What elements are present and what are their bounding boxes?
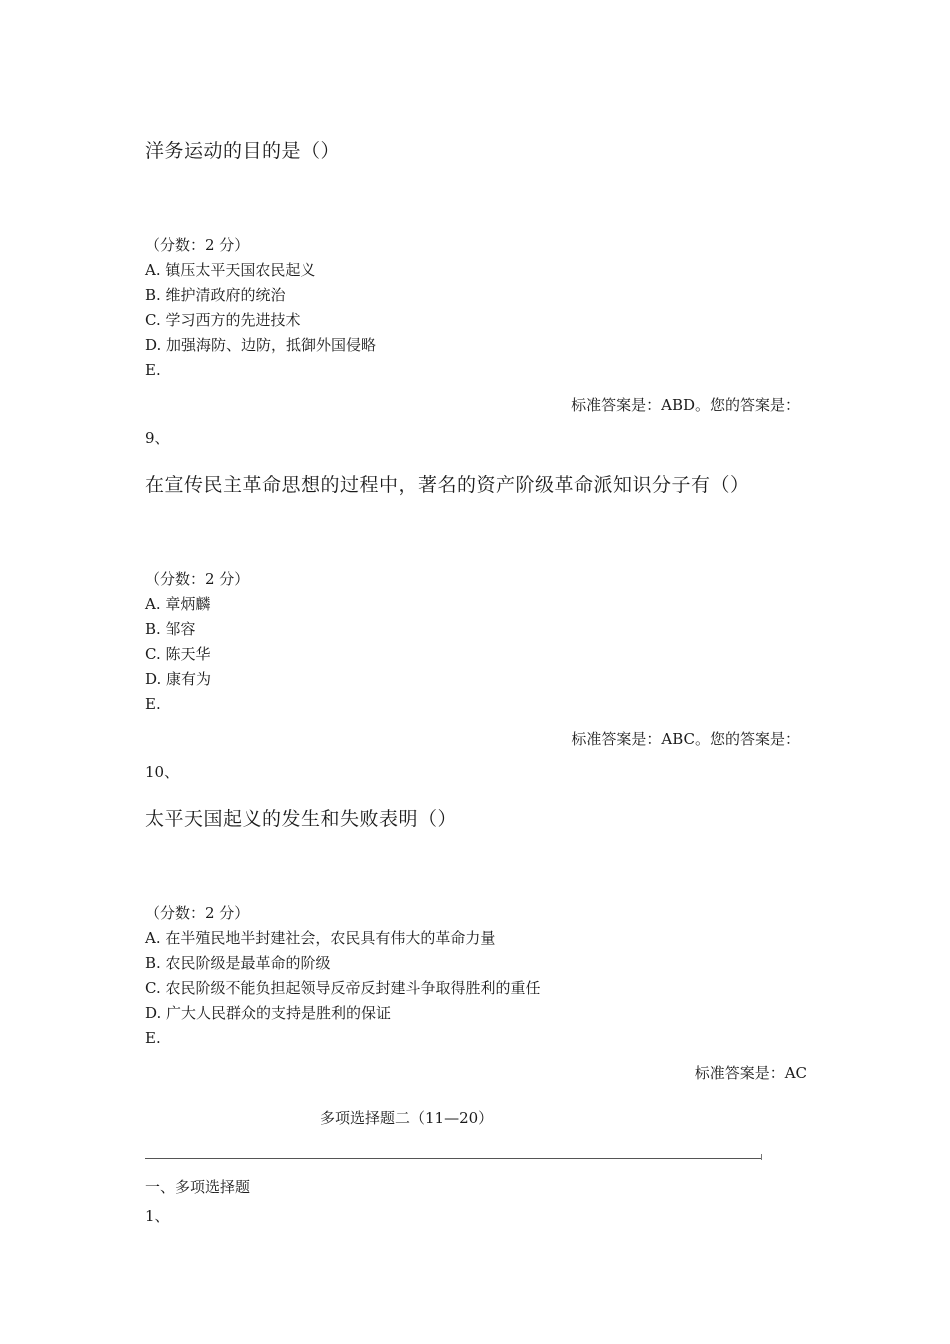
option-e: E. [145,361,161,379]
option-d: D. 康有为 [145,670,212,688]
option-a: A. 镇压太平天国农民起义 [145,261,316,279]
option-c: C. 农民阶级不能负担起领导反帝反封建斗争取得胜利的重任 [145,979,541,997]
option-d: D. 加强海防、边防，抵御外国侵略 [145,336,377,354]
question-title: 在宣传民主革命思想的过程中，著名的资产阶级革命派知识分子有（） [145,474,750,496]
option-d: D. 广大人民群众的支持是胜利的保证 [145,1004,392,1022]
question-score: （分数：2 分） [145,570,250,588]
option-b: B. 维护清政府的统治 [145,286,286,304]
option-b: B. 邹容 [145,620,196,638]
option-c: C. 学习西方的先进技术 [145,311,301,329]
question-title: 洋务运动的目的是（） [145,140,341,162]
divider-end-mark [761,1154,762,1160]
question-score: （分数：2 分） [145,904,250,922]
option-b: B. 农民阶级是最革命的阶级 [145,954,331,972]
option-e: E. [145,695,161,713]
question-number: 10、 [145,763,180,781]
option-e: E. [145,1029,161,1047]
question-number: 1、 [145,1207,170,1225]
question-score: （分数：2 分） [145,236,250,254]
standard-answer: 标准答案是：ABC。您的答案是： [571,730,800,748]
option-a: A. 在半殖民地半封建社会，农民具有伟大的革命力量 [145,929,496,947]
standard-answer: 标准答案是：ABD。您的答案是： [571,396,800,414]
section-heading: 多项选择题二（11—20） [320,1109,494,1127]
section-part-title: 一、多项选择题 [145,1178,251,1196]
option-c: C. 陈天华 [145,645,211,663]
question-title: 太平天国起义的发生和失败表明（） [145,808,458,830]
standard-answer: 标准答案是：AC [694,1064,807,1082]
option-a: A. 章炳麟 [145,595,211,613]
section-divider [145,1158,762,1159]
question-number: 9、 [145,429,170,447]
